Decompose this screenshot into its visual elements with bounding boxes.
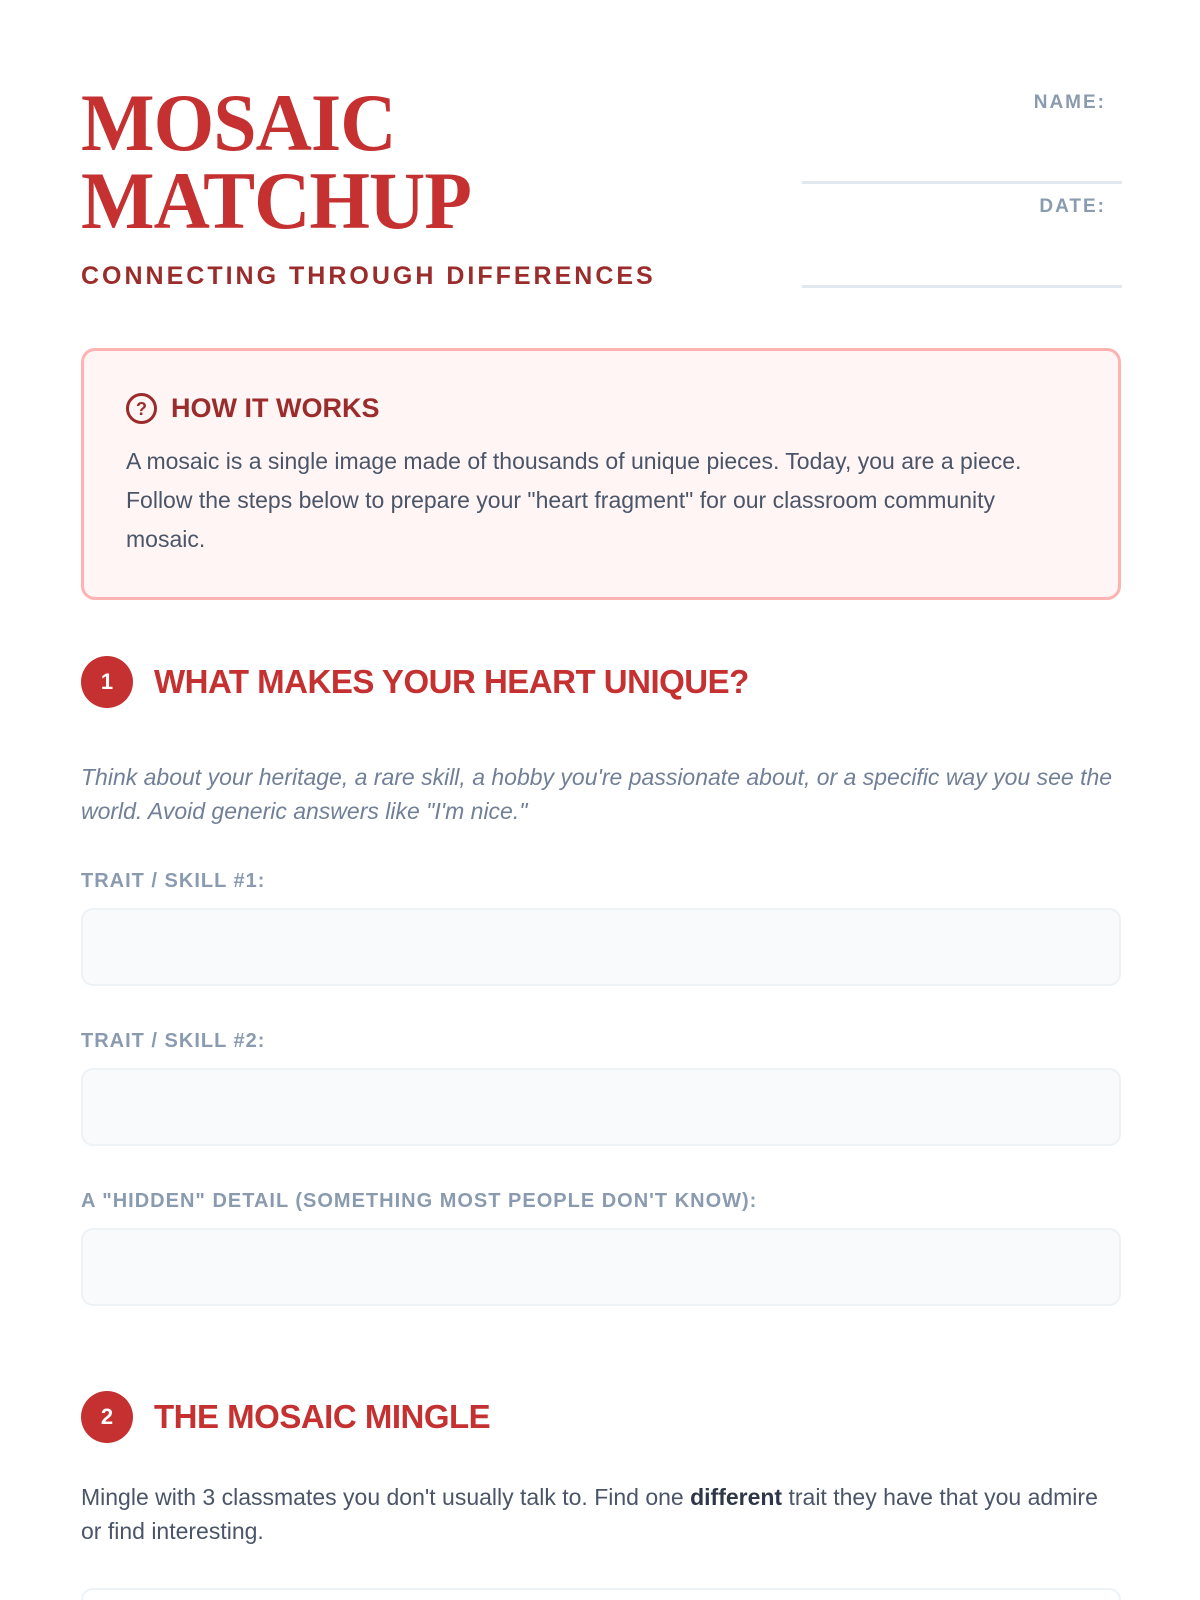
name-label: NAME: xyxy=(1033,92,1106,113)
step-number-badge: 2 xyxy=(81,1391,133,1443)
worksheet-header xyxy=(81,0,1106,300)
section-1-header xyxy=(81,656,749,708)
hidden-detail-input[interactable] xyxy=(81,1228,1121,1306)
title-line-1: MOSAIC xyxy=(81,77,396,168)
page-subtitle: CONNECTING THROUGH DIFFERENCES xyxy=(81,262,656,290)
section-1-title: WHAT MAKES YOUR HEART UNIQUE? xyxy=(154,663,749,700)
name-field[interactable] xyxy=(802,80,1122,184)
trait-2-label: TRAIT / SKILL #2: xyxy=(81,1030,266,1052)
title-line-2: MATCHUP xyxy=(81,155,472,246)
mingle-text-end: trait they have that you admire or find interesting. xyxy=(81,1484,1098,1544)
trait-2-input[interactable] xyxy=(81,1068,1121,1146)
how-it-works-callout xyxy=(81,348,1121,600)
name-date-block xyxy=(802,80,1122,288)
question-circle-icon: ? xyxy=(126,393,157,424)
step-number-badge: 1 xyxy=(81,656,133,708)
mingle-card[interactable] xyxy=(81,1588,1121,1600)
callout-header xyxy=(126,393,1078,424)
section-2-header xyxy=(81,1391,490,1443)
section-2-instructions xyxy=(81,1480,1121,1548)
callout-title: HOW IT WORKS xyxy=(171,393,380,423)
section-1-hint: Think about your heritage, a rare skill, a hobby you're passionate about, or a specific way you see the world. Avoid generic answers like "I'm nice." xyxy=(81,764,1113,824)
trait-1-label: TRAIT / SKILL #1: xyxy=(81,870,266,892)
date-label: DATE: xyxy=(1039,196,1106,217)
page-title xyxy=(81,77,472,246)
trait-1-input[interactable] xyxy=(81,908,1121,986)
date-field[interactable] xyxy=(802,184,1122,288)
callout-body: A mosaic is a single image made of thousands of unique pieces. Today, you are a piece. Follow the steps below to prepare your "heart fragment" for our classroom community mosaic. xyxy=(126,448,1022,552)
mingle-text-start: Mingle with 3 classmates you don't usually talk to. Find one xyxy=(81,1484,691,1510)
hidden-detail-label: A "HIDDEN" DETAIL (SOMETHING MOST PEOPLE DON'T KNOW): xyxy=(81,1190,758,1212)
mingle-text-emphasis: different xyxy=(690,1484,783,1510)
section-2-title: THE MOSAIC MINGLE xyxy=(154,1398,491,1435)
